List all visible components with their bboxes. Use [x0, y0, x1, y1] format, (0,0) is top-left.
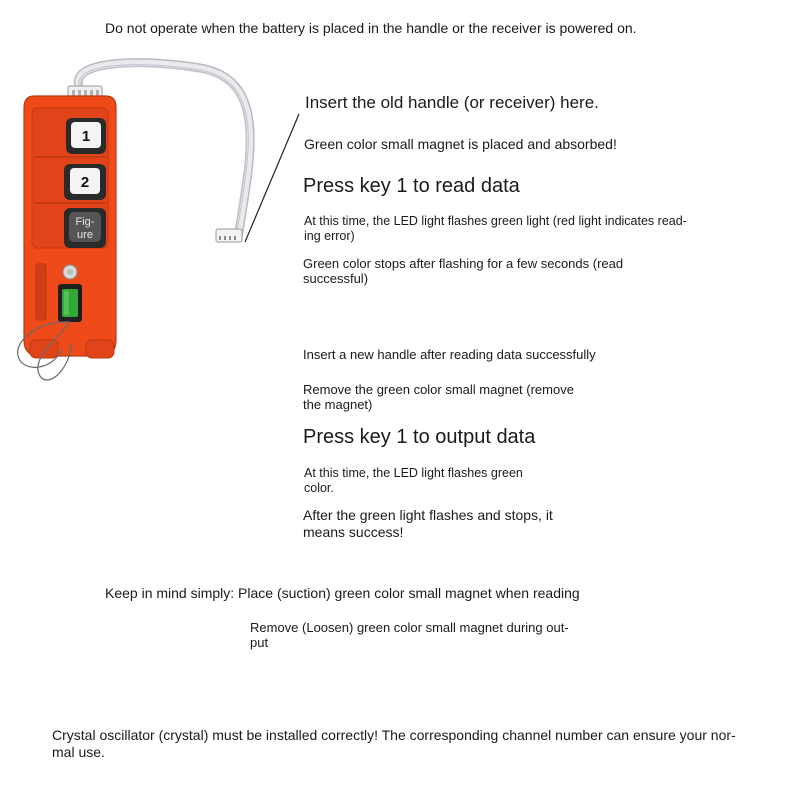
remote-programmer-device — [0, 0, 320, 400]
step-led-read: At this time, the LED light flashes green light (red light indicates read- ing error) — [304, 214, 687, 243]
key-1-button[interactable] — [66, 118, 106, 154]
crystal-note: Crystal oscillator (crystal) must be installed correctly! The corresponding channel number can ensure your nor- mal use. — [52, 727, 736, 760]
key-1-label: 1 — [81, 128, 91, 145]
key-figure-label-line1: Fig- — [75, 216, 95, 228]
summary-reading: Keep in mind simply: Place (suction) green color small magnet when reading — [105, 585, 580, 601]
step-remove-magnet: Remove the green color small magnet (remove the magnet) — [303, 382, 574, 413]
key-figure-label-line2: ure — [77, 229, 93, 241]
battery-warning: Do not operate when the battery is placed in the handle or the receiver is powered on. — [105, 20, 637, 36]
step-insert-old-handle: Insert the old handle (or receiver) here. — [305, 93, 599, 112]
step-green-stops: Green color stops after flashing for a few seconds (read successful) — [303, 256, 624, 287]
key-figure-button[interactable] — [64, 208, 106, 248]
step-press-key1-read: Press key 1 to read data — [303, 175, 520, 197]
step-magnet-placed: Green color small magnet is placed and absorbed! — [304, 136, 617, 152]
step-press-key1-output: Press key 1 to output data — [303, 426, 536, 448]
summary-output: Remove (Loosen) green color small magnet during out- put — [250, 620, 569, 651]
cable-connector — [216, 229, 242, 242]
key-2-button[interactable] — [64, 164, 106, 200]
step-insert-new-handle: Insert a new handle after reading data successfully — [303, 347, 596, 362]
key-2-label: 2 — [80, 174, 90, 191]
step-led-output: At this time, the LED light flashes green color. — [304, 466, 523, 495]
step-after-flash: After the green light flashes and stops, it means success! — [303, 507, 553, 540]
